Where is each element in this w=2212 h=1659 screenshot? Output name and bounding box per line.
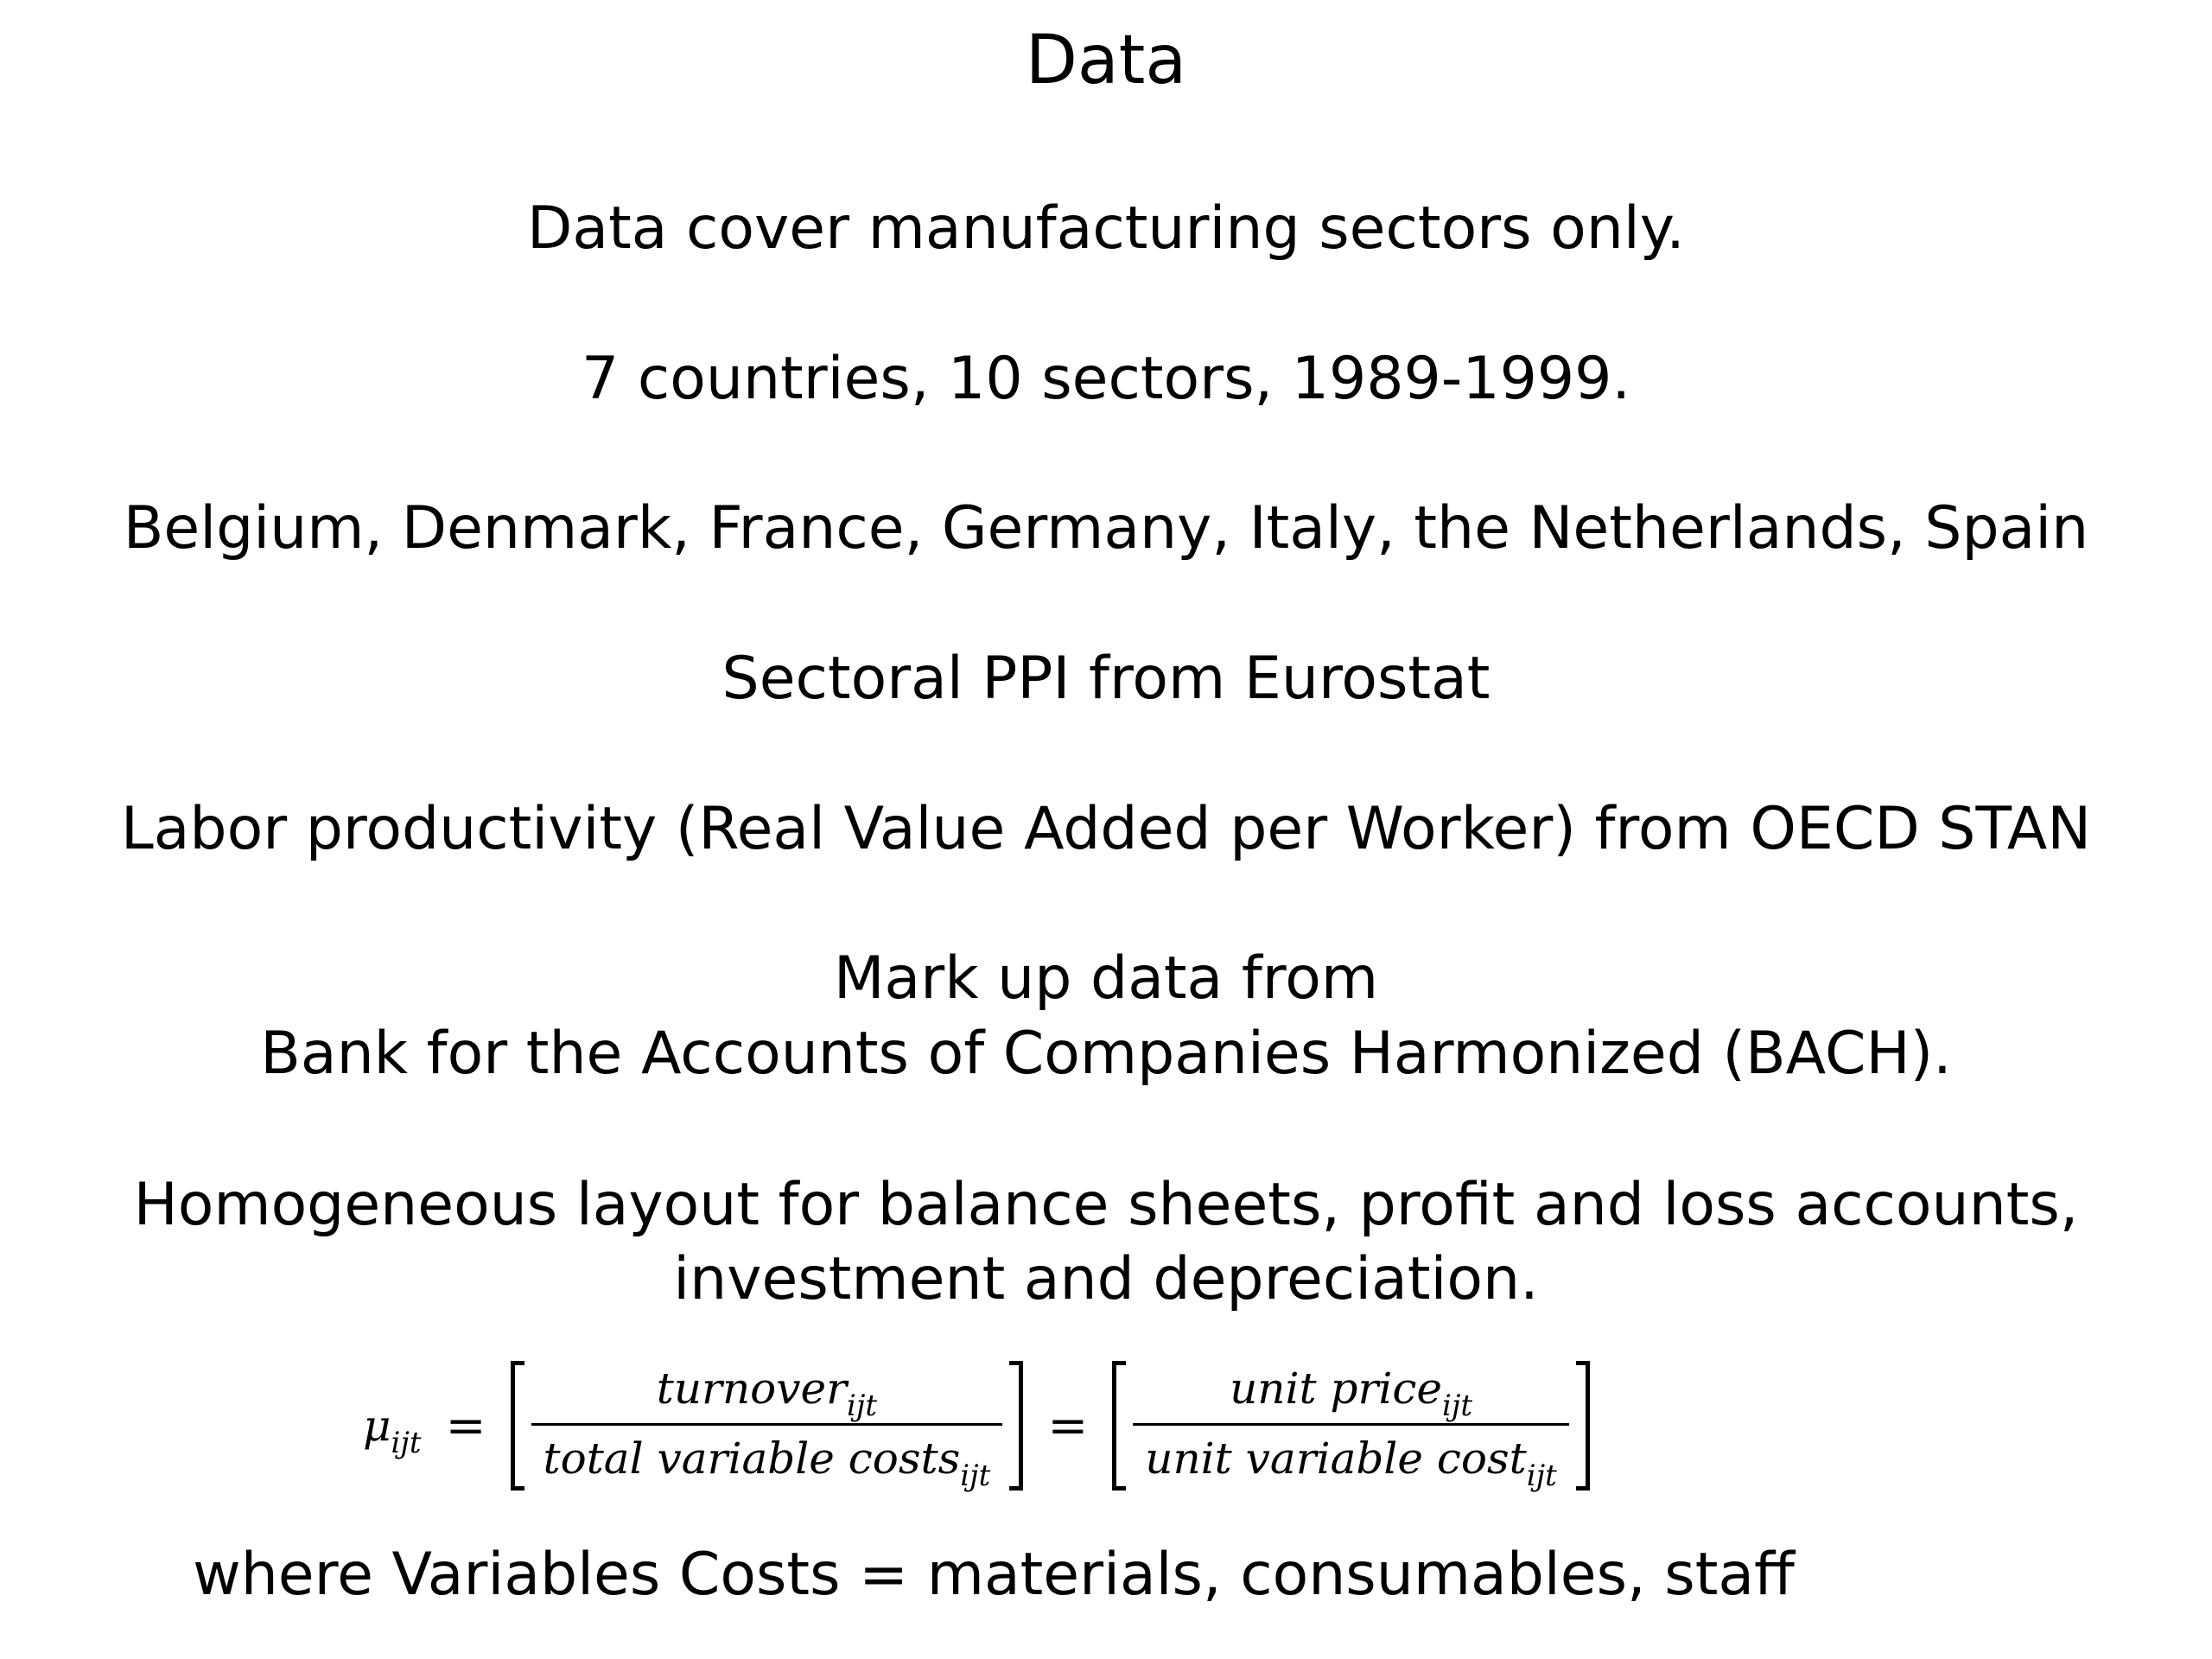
- right-bracket: [1009, 1361, 1023, 1491]
- text-line-coverage: Data cover manufacturing sectors only.: [527, 194, 1685, 263]
- fraction-2-numerator: unit price: [1230, 1363, 1442, 1414]
- text-line-productivity: Labor productivity (Real Value Added per Worker) from OECD STAN: [120, 795, 2092, 863]
- fraction-2-denominator: unit variable cost: [1145, 1433, 1527, 1484]
- right-bracket: [1576, 1361, 1590, 1491]
- text-line-layout-1: Homogeneous layout for balance sheets, profit and loss accounts,: [133, 1171, 2079, 1239]
- text-line-countries: Belgium, Denmark, France, Germany, Italy, the Netherlands, Spain: [123, 494, 2089, 563]
- markup-formula: [363, 1344, 1590, 1508]
- text-line-variable-costs: where Variables Costs = materials, consumables, staff: [193, 1541, 1795, 1609]
- left-bracket: [1112, 1361, 1126, 1491]
- fraction-turnover: $\frac{turnover_{ijt}}{total variable costs_{ijt}}$: [531, 1361, 1003, 1491]
- formula-equals-1: =: [445, 1397, 486, 1454]
- fraction-1-numerator: turnover: [656, 1363, 848, 1414]
- fraction-1-denominator: total variable costs: [543, 1433, 961, 1484]
- formula-equals-2: =: [1047, 1397, 1089, 1454]
- left-bracket: [511, 1361, 524, 1491]
- text-line-scope: 7 countries, 10 sectors, 1989-1999.: [581, 345, 1630, 413]
- text-line-markup-2: Bank for the Accounts of Companies Harmonized (BACH).: [260, 1020, 1952, 1088]
- fraction-bar: [1133, 1423, 1569, 1426]
- text-line-layout-2: investment and depreciation.: [673, 1245, 1539, 1313]
- text-line-ppi: Sectoral PPI from Eurostat: [721, 645, 1491, 713]
- formula-mu: $\mu_{ijt}$: [363, 1401, 422, 1460]
- text-line-markup-1: Mark up data from: [833, 944, 1379, 1013]
- slide-title: Data: [1025, 22, 1187, 99]
- fraction-unit-price: $\frac{unit price_{ijt}}{unit variable \cos t_{ijt}}$: [1133, 1361, 1569, 1491]
- fraction-bar: [531, 1423, 1003, 1426]
